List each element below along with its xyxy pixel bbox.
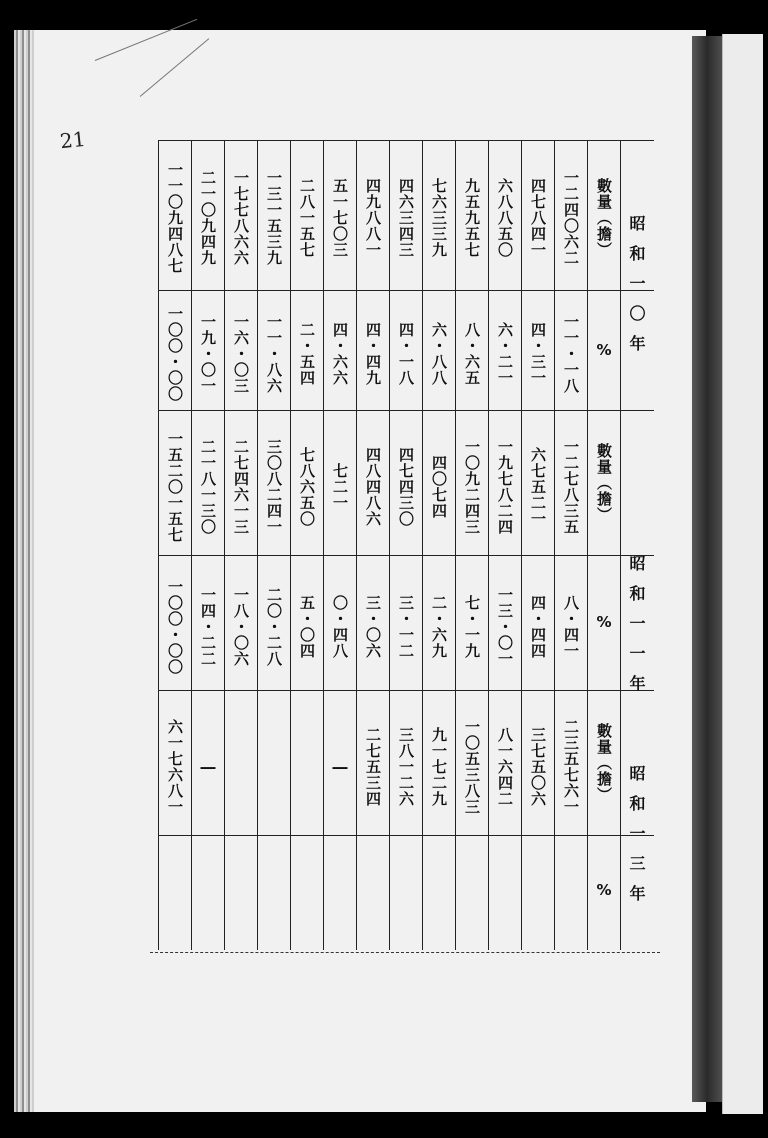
table-cell-q11: 七二一 (331, 463, 349, 511)
table-bottom-rule (150, 952, 660, 953)
table-cell-p11: 〇・四八 (331, 595, 349, 659)
table-cell-p10: 八・六五 (463, 322, 481, 386)
table-cell-p11: 一〇〇・〇〇 (166, 579, 184, 675)
table-cell-p10: 二・五四 (298, 322, 316, 386)
table-cell-q10: 四九八八一 (364, 178, 382, 258)
table-cell-q13: 九一七二九 (430, 727, 448, 807)
book-spine-left (14, 30, 36, 1112)
table-subheader: 數量（擔） (595, 443, 613, 523)
table-cell-q13: 八一六四二 (496, 727, 514, 807)
table-cell-p10: 六・八八 (430, 322, 448, 386)
table-cell-q11: 三〇八二四一 (265, 439, 283, 535)
table-cell-p10: 一九・〇一 (199, 314, 217, 394)
table-cell-q10: 九五九五七 (463, 178, 481, 258)
statistics-table (158, 140, 654, 950)
table-cell-p11: 四・四四 (529, 595, 547, 659)
table-cell-q11: 七八六五〇 (298, 447, 316, 527)
table-cell-q11: 一〇九二四三 (463, 439, 481, 535)
table-subheader: % (595, 880, 613, 900)
table-cell-q11: 四〇七四 (430, 455, 448, 519)
table-cell-p10: 一〇〇・〇〇 (166, 306, 184, 402)
table-cell-q13: 二七五三四 (364, 727, 382, 807)
table-subheader: % (595, 613, 613, 632)
table-year-header: 昭和一〇年 (627, 215, 646, 365)
table-year-header: 昭和一一年 (627, 555, 646, 705)
table-cell-q13: ― (199, 757, 217, 777)
table-cell-q11: 一九七八二四 (496, 439, 514, 535)
table-cell-q10: 一三一五三九 (265, 170, 283, 266)
table-cell-p11: 七・一九 (463, 595, 481, 659)
table-cell-q10: 七六三三九 (430, 178, 448, 258)
table-cell-q10: 一二四〇六二 (562, 170, 580, 266)
next-page-edge (722, 34, 763, 1114)
table-cell-q10: 五一七〇三 (331, 178, 349, 258)
table-cell-q13: ― (331, 757, 349, 777)
table-cell-p11: 三・〇六 (364, 595, 382, 659)
table-cell-q10: 四七八四一 (529, 178, 547, 258)
table-cell-q13 (224, 698, 257, 836)
table-cell-q13: 二三五七六一 (562, 719, 580, 815)
table-cell-p10: 一六・〇三 (232, 314, 250, 394)
table-cell-q13: 六一七六八一 (166, 719, 184, 815)
table-subheader: 數量（擔） (595, 723, 613, 803)
table-cell-q10: 六八八五〇 (496, 178, 514, 258)
table-subheader: 數量（擔） (595, 178, 613, 258)
table-cell-p10: 四・一八 (397, 322, 415, 386)
table-cell-p11: 八・四一 (562, 595, 580, 659)
book-gutter (692, 36, 722, 1102)
table-cell-q11: 二一八一三〇 (199, 439, 217, 535)
table-cell-p11: 二・六九 (430, 595, 448, 659)
table-cell-p11: 一八・〇六 (232, 587, 250, 667)
table-cell-q11: 六七五二一 (529, 447, 547, 527)
table-cell-p10: 一一・八六 (265, 314, 283, 394)
table-cell-q10: 四六三四三 (397, 178, 415, 258)
table-cell-q13 (290, 698, 323, 836)
table-cell-q13: 一〇五三八三 (463, 719, 481, 815)
table-cell-q10: 二八一五七 (298, 178, 316, 258)
table-cell-p10: 四・四九 (364, 322, 382, 386)
table-cell-q13 (257, 698, 290, 836)
table-cell-q10: 一七七八六六 (232, 170, 250, 266)
table-cell-q10: 二一〇九四九 (199, 170, 217, 266)
table-cell-q10: 一一〇九四八七 (166, 162, 184, 274)
table-cell-q13: 三八一二六 (397, 727, 415, 807)
table-cell-q11: 一五二〇一五七 (166, 431, 184, 543)
page-number: 21 (58, 126, 87, 154)
table-cell-q11: 四八四八六 (364, 447, 382, 527)
table-cell-p11: 五・〇四 (298, 595, 316, 659)
table-cell-p11: 二〇・二八 (265, 587, 283, 667)
table-cell-p10: 一一・一八 (562, 314, 580, 394)
table-cell-q11: 一二七八三五 (562, 439, 580, 535)
table-subheader: % (595, 340, 613, 360)
table-cell-p11: 一三・〇一 (496, 587, 514, 667)
table-cell-p10: 四・六六 (331, 322, 349, 386)
table-cell-p11: 三・一二 (397, 595, 415, 659)
table-cell-q11: 二七四六一三 (232, 439, 250, 535)
table-year-header: 昭和一三年 (627, 765, 646, 915)
table-cell-p11: 一四・二二 (199, 587, 217, 667)
table-cell-p10: 六・二一 (496, 322, 514, 386)
table-cell-q11: 四七四三〇 (397, 447, 415, 527)
table-cell-q13: 三七五〇六 (529, 727, 547, 807)
table-cell-p10: 四・三一 (529, 322, 547, 386)
